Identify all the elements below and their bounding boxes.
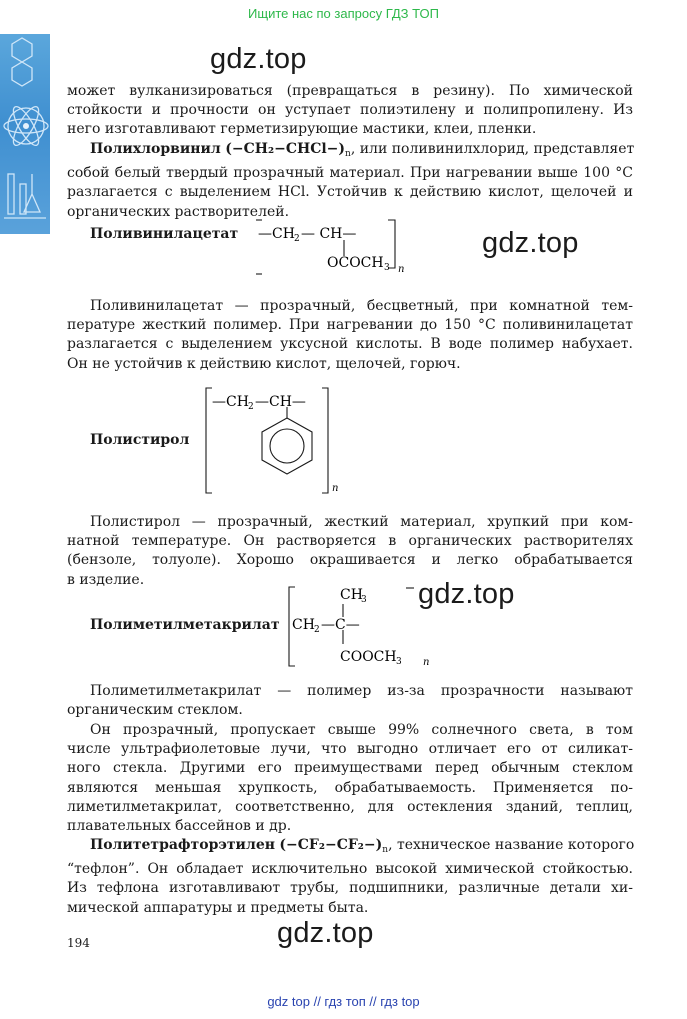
formula-sub-n: n: [398, 264, 405, 275]
formula-sub-n: n: [332, 483, 339, 494]
text-line: пературе жесткий полимер. При нагревании до 150 °С поливинилацетат: [67, 317, 633, 334]
paragraph-polystyrene: [67, 513, 633, 590]
chemistry-decor-icon: [0, 34, 50, 234]
formula-sub: 3: [361, 595, 367, 605]
formula-part: CH: [340, 587, 363, 603]
watermark: gdz.top: [277, 917, 374, 949]
text-line: стойкости и прочности он уступает полиэтилену и полипропилену. Из: [67, 102, 633, 119]
text-line: собой белый твердый прозрачный материал. При нагревании выше 100 °С: [67, 165, 633, 182]
text-line: натной температуре. Он растворяется в органических растворителях: [67, 533, 633, 550]
watermark: gdz.top: [210, 43, 307, 75]
formula-polyvinyl-acetate: [250, 216, 420, 282]
text-line: лиметилметакрилат, соответственно, для остекления зданий, теплиц,: [67, 798, 633, 815]
text-line: плавательных бассейнов и др.: [67, 818, 292, 835]
formula-pmma: [284, 584, 444, 670]
formula-sub: 2: [314, 625, 320, 635]
text-line: разлагается с выделением уксусной кислоты. В воде полимер набухает.: [67, 336, 633, 353]
text-line: Поливинилацетат — прозрачный, бесцветный, при комнатной тем-: [90, 298, 633, 314]
formula-part: —CH—: [255, 394, 306, 410]
text-line: в изделие.: [67, 571, 145, 588]
formula-part: —C—: [321, 617, 360, 633]
text-line: (бензоле, толуоле). Хорошо окрашивается и легко обрабатывается: [67, 552, 633, 569]
formula-part: —CH: [212, 394, 249, 410]
term-ptfe: Политетрафторэтилен: [90, 837, 275, 853]
text-line: ного стекла. Другими его преимуществами перед обычным стеклом: [67, 760, 633, 777]
text-line: являются меньшая хрупкость, обрабатываемость. Применяется по-: [67, 779, 633, 796]
formula-part: OCOCH: [327, 255, 384, 271]
text-line: разлагается с выделением HCl. Устойчив к действию кислот, щелочей и: [67, 184, 633, 201]
watermark: gdz.top: [482, 227, 579, 259]
text-line: Полистирол — прозрачный, жесткий материал, хрупкий при ком-: [90, 514, 633, 530]
formula-part: —CH: [258, 226, 295, 242]
text-line: органических растворителей.: [67, 203, 290, 220]
label-polystyrene: Полистирол: [90, 432, 190, 448]
text-line: органическим стеклом.: [67, 702, 243, 719]
text-line: Полиметилметакрилат — полимер из-за прозрачности называют: [90, 683, 633, 699]
text-line: числе ультрафиолетовые лучи, что выгодно отличает его от силикат-: [67, 741, 633, 758]
watermark: gdz.top: [418, 578, 515, 610]
formula-ptfe: (−CF₂−CF₂−): [279, 837, 383, 853]
formula-part: COOCH: [340, 649, 397, 665]
text-line: [67, 140, 633, 164]
formula-sub: 3: [384, 263, 390, 273]
bottom-banner[interactable]: gdz top // гдз топ // гдз top: [267, 994, 420, 1009]
text-fragment: , техническое название которого: [388, 837, 635, 853]
paragraph-rubber: [67, 82, 633, 140]
term-pvc: Полихлорвинил: [90, 141, 221, 157]
label-polyvinyl-acetate: Поливинилацетат: [90, 226, 239, 242]
formula-sub-n: n: [423, 657, 430, 668]
text-line: него изготавливают герметизирующие мастики, клеи, пленки.: [67, 121, 537, 138]
paragraph-ptfe: [67, 836, 633, 918]
formula-sub: 2: [294, 234, 300, 244]
text-line: может вулканизироваться (превращаться в резину). По химической: [67, 83, 633, 99]
chapter-side-strip: [0, 34, 50, 234]
formula-sub: n: [382, 845, 389, 855]
text-fragment: , или поливинилхлорид, представляет: [350, 141, 635, 157]
text-line: “тефлон”. Он обладает исключительно высокой химической стойкостью.: [67, 861, 633, 878]
text-line: Он прозрачный, пропускает свыше 99% солнечного света, в том: [90, 722, 633, 738]
formula-sub: 2: [248, 402, 254, 412]
text-line: Из тефлона изготавливают трубы, подшипники, различные детали хи-: [67, 880, 633, 897]
formula-part: CH: [292, 617, 315, 633]
page-number: 194: [67, 936, 90, 950]
text-line: [67, 836, 633, 860]
top-banner[interactable]: Ищите нас по запросу ГДЗ ТОП: [248, 6, 439, 21]
paragraph-pmma-intro: [67, 682, 633, 720]
text-line: Он не устойчив к действию кислот, щелочей, горюч.: [67, 355, 461, 372]
formula-sub: n: [345, 149, 351, 159]
paragraph-pva: [67, 297, 633, 374]
formula-pvc: (−CH₂−CHCl−): [225, 141, 346, 157]
paragraph-pvc: [67, 140, 633, 222]
paragraph-pmma-properties: [67, 721, 633, 836]
formula-sub: 3: [396, 657, 402, 667]
label-pmma: Полиметилметакрилат: [90, 617, 280, 633]
text-line: мической аппаратуры и предметы быта.: [67, 899, 369, 916]
formula-part: — CH—: [301, 226, 357, 242]
formula-polystyrene: [200, 385, 350, 497]
